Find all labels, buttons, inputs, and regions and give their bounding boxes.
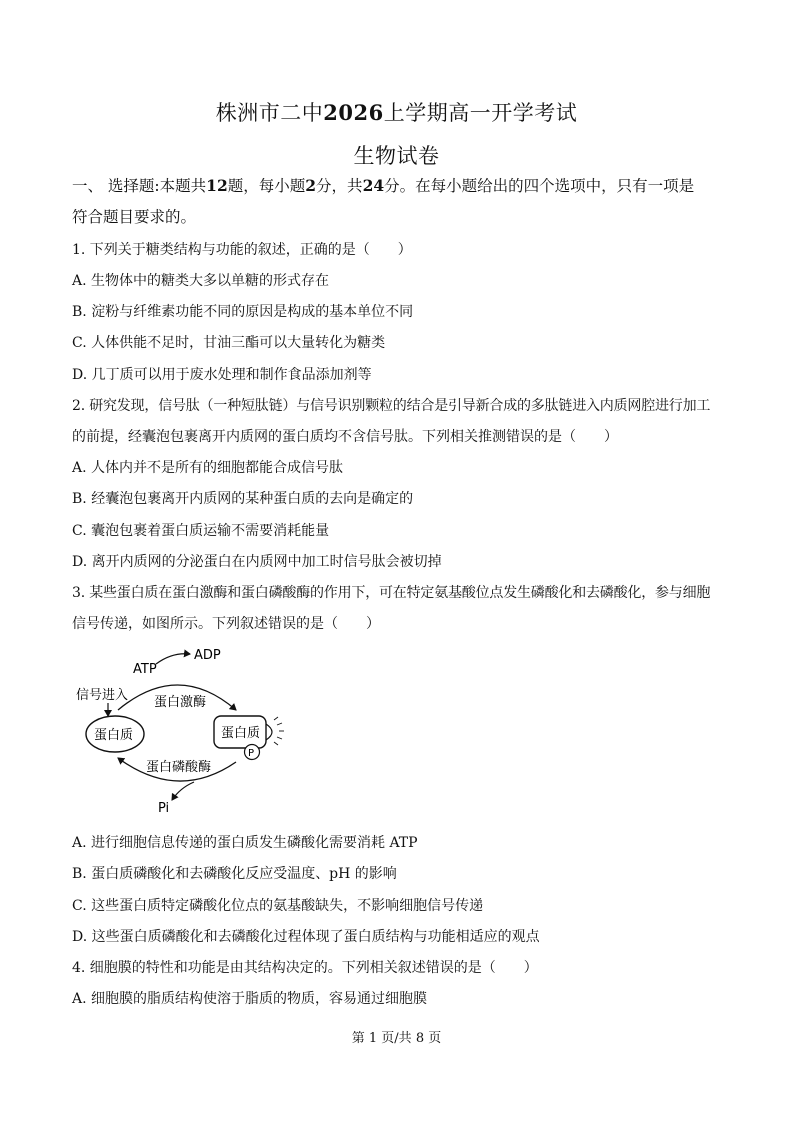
exam-subtitle: 生物试卷 [353, 144, 440, 168]
section-num-total: 24 [362, 176, 385, 195]
question-2-line2: 的前提，经囊泡包裹离开内质网的蛋白质均不含信号肽。下列相关推测错误的是（ ） [72, 429, 618, 445]
question-3-option-a: A. 进行细胞信息传递的蛋白质发生磷酸化需要消耗 ATP [72, 835, 418, 851]
section-heading [72, 177, 727, 195]
phosphorylation-diagram [68, 646, 300, 816]
question-2-option-c: C. 囊泡包裹着蛋白质运输不需要消耗能量 [72, 523, 330, 539]
label-protein-left: 蛋白质 [94, 728, 134, 743]
exam-title [0, 97, 793, 127]
question-4-option-a: A. 细胞膜的脂质结构使溶于脂质的物质，容易通过细胞膜 [72, 991, 428, 1007]
section-text-a: 一、 选择题:本题共 [72, 177, 207, 195]
title-school: 株洲市二中 [215, 101, 324, 125]
label-p: P [248, 748, 255, 759]
label-protein-right: 蛋白质 [221, 726, 261, 741]
label-adp: ADP [194, 648, 221, 663]
label-atp: ATP [133, 662, 157, 677]
label-phosphatase: 蛋白磷酸酶 [146, 760, 212, 775]
question-3-option-c: C. 这些蛋白质特定磷酸化位点的氨基酸缺失，不影响细胞信号传递 [72, 898, 484, 914]
active-rays-icon [274, 717, 284, 745]
label-kinase: 蛋白激酶 [154, 695, 207, 710]
page-footer: 第 1 页/共 8 页 [351, 1031, 442, 1046]
label-pi: Pi [158, 801, 170, 816]
pi-arrow [172, 782, 194, 800]
label-signal: 信号进入 [76, 688, 129, 703]
section-heading-line2: 符合题目要求的。 [72, 208, 197, 226]
atp-adp-arrow [156, 654, 190, 664]
question-3-option-d: D. 这些蛋白质磷酸化和去磷酸化过程体现了蛋白质结构与功能相适应的观点 [72, 929, 540, 945]
question-3-line2: 信号传递，如图所示。下列叙述错误的是（ ） [72, 616, 380, 632]
question-1-option-b: B. 淀粉与纤维素功能不同的原因是构成的基本单位不同 [72, 304, 414, 320]
question-2-option-d: D. 离开内质网的分泌蛋白在内质网中加工时信号肽会被切掉 [72, 554, 442, 570]
title-year: 2026 [323, 100, 384, 125]
question-2-option-b: B. 经囊泡包裹离开内质网的某种蛋白质的去向是确定的 [72, 491, 414, 507]
question-2-option-a: A. 人体内并不是所有的细胞都能合成信号肽 [72, 460, 344, 476]
question-1-option-a: A. 生物体中的糖类大多以单糖的形式存在 [72, 273, 330, 289]
section-text-b: 题，每小题 [227, 177, 306, 195]
section-num-points-each: 2 [305, 176, 317, 195]
question-3-line1: 3. 某些蛋白质在蛋白激酶和蛋白磷酸酶的作用下，可在特定氨基酸位点发生磷酸化和去磷酸化，参与细胞 [72, 585, 711, 601]
question-2-line1: 2. 研究发现，信号肽（一种短肽链）与信号识别颗粒的结合是引导新合成的多肽链进入内质网腔进行加工 [72, 398, 711, 414]
question-1-option-d: D. 几丁质可以用于废水处理和制作食品添加剂等 [72, 367, 372, 383]
title-term: 上学期高一开学考试 [383, 101, 578, 125]
question-1: 1. 下列关于糖类结构与功能的叙述，正确的是（ ） [72, 242, 412, 258]
section-num-questions: 12 [206, 176, 228, 195]
section-text-d: 分。在每小题给出的四个选项中，只有一项是 [384, 177, 695, 195]
question-4: 4. 细胞膜的特性和功能是由其结构决定的。下列相关叙述错误的是（ ） [72, 960, 538, 976]
active-site-icon [266, 724, 272, 740]
question-3-option-b: B. 蛋白质磷酸化和去磷酸化反应受温度、pH 的影响 [72, 866, 397, 882]
question-1-option-c: C. 人体供能不足时，甘油三酯可以大量转化为糖类 [72, 335, 386, 351]
section-text-c: 分，共 [316, 177, 363, 195]
